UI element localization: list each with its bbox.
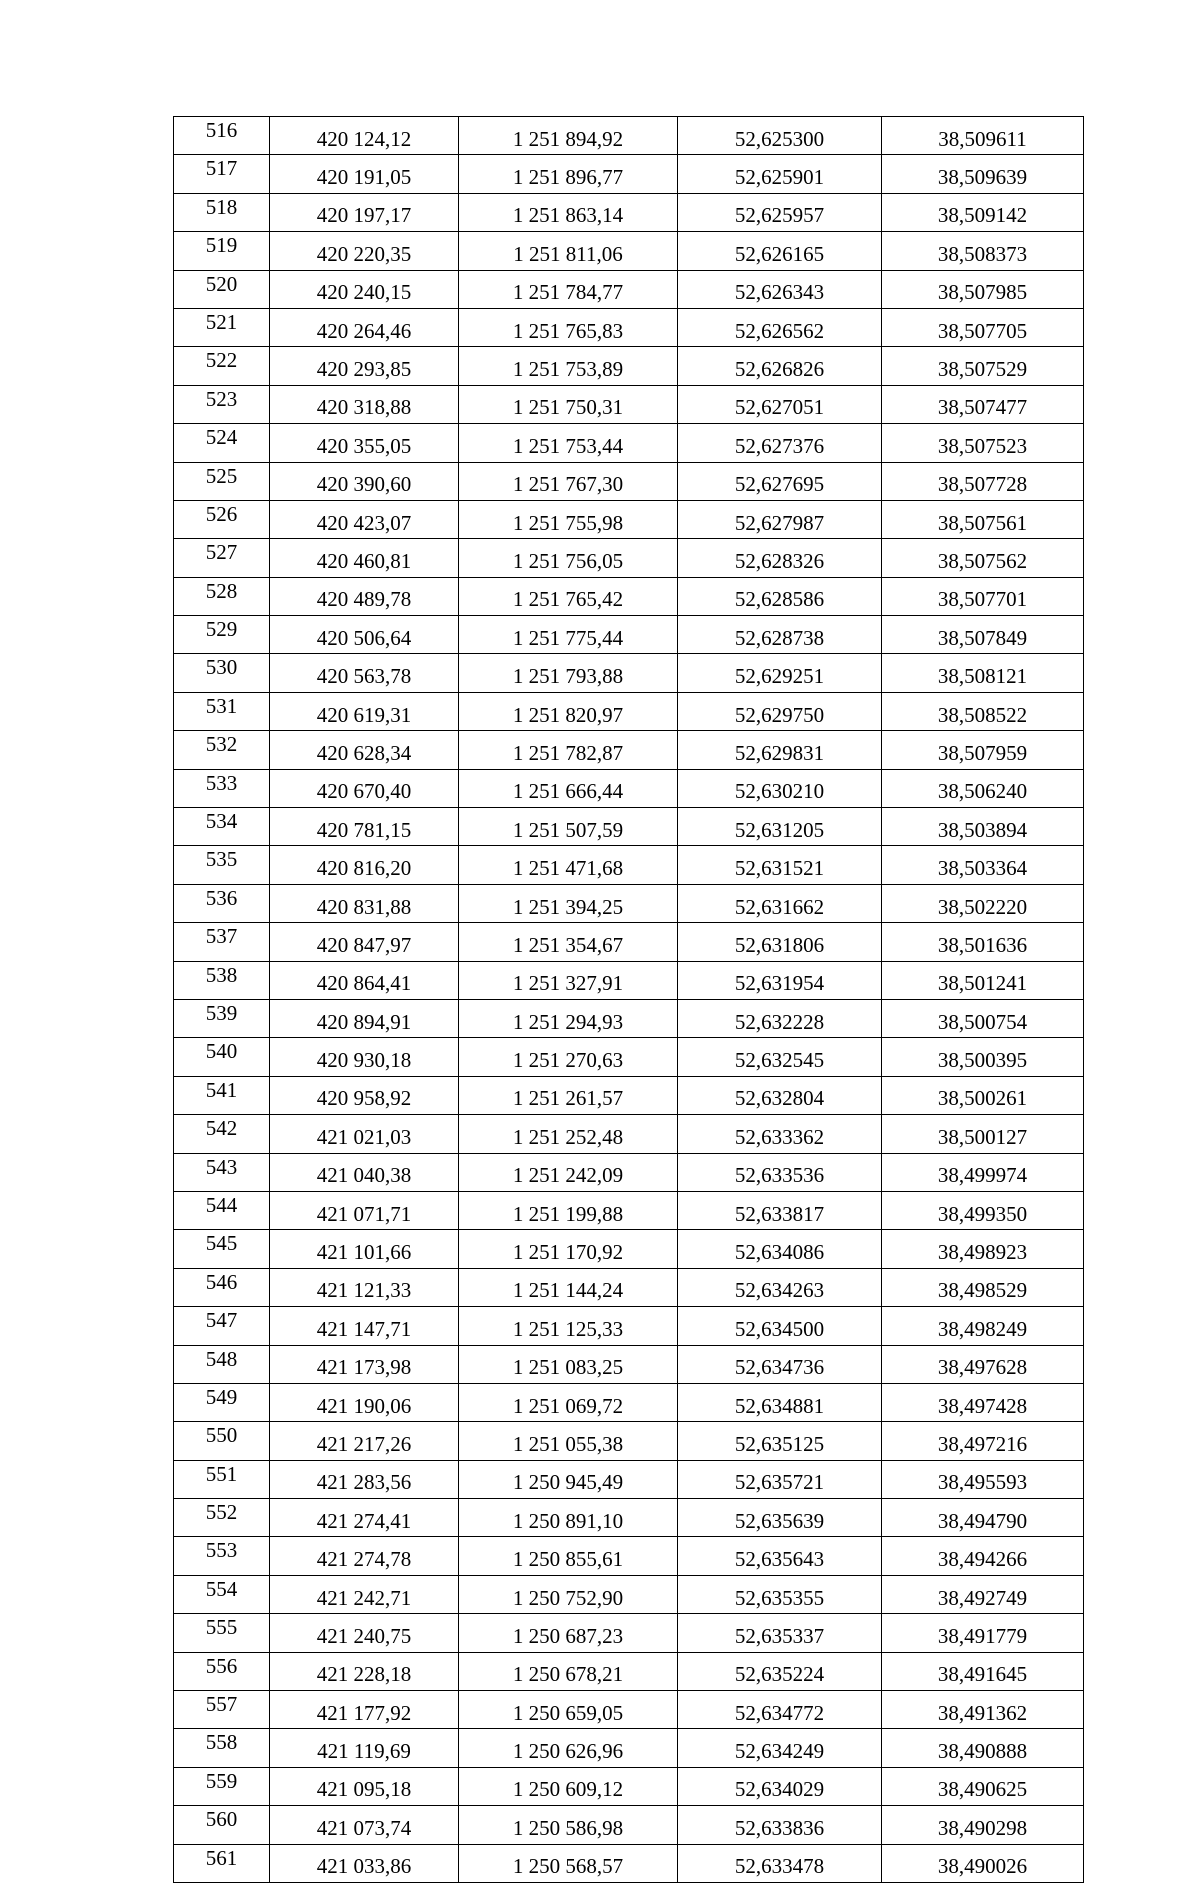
point-number-cell: 521 [174,308,270,346]
latitude-cell: 52,631662 [678,884,882,922]
x-coordinate-cell: 421 040,38 [270,1153,459,1191]
y-coordinate-cell: 1 251 252,48 [459,1115,678,1153]
x-coordinate-cell: 420 124,12 [270,117,459,155]
latitude-cell: 52,632545 [678,1038,882,1076]
x-coordinate-cell: 420 563,78 [270,654,459,692]
y-coordinate-cell: 1 251 394,25 [459,884,678,922]
x-coordinate-cell: 420 930,18 [270,1038,459,1076]
longitude-cell: 38,498529 [882,1268,1084,1306]
point-number-cell: 535 [174,846,270,884]
x-coordinate-cell: 421 121,33 [270,1268,459,1306]
latitude-cell: 52,626165 [678,232,882,270]
longitude-cell: 38,501636 [882,923,1084,961]
latitude-cell: 52,632228 [678,999,882,1037]
x-coordinate-cell: 421 274,41 [270,1499,459,1537]
point-number-cell: 557 [174,1691,270,1729]
longitude-cell: 38,499974 [882,1153,1084,1191]
y-coordinate-cell: 1 251 055,38 [459,1422,678,1460]
longitude-cell: 38,507561 [882,500,1084,538]
table-row [174,577,1084,615]
longitude-cell: 38,509142 [882,193,1084,231]
latitude-cell: 52,635125 [678,1422,882,1460]
x-coordinate-cell: 420 781,15 [270,808,459,846]
latitude-cell: 52,634736 [678,1345,882,1383]
x-coordinate-cell: 421 190,06 [270,1383,459,1421]
table-row [174,1691,1084,1729]
table-row [174,769,1084,807]
x-coordinate-cell: 420 318,88 [270,385,459,423]
x-coordinate-cell: 421 101,66 [270,1230,459,1268]
table-row [174,1383,1084,1421]
longitude-cell: 38,500754 [882,999,1084,1037]
longitude-cell: 38,500261 [882,1076,1084,1114]
point-number-cell: 534 [174,808,270,846]
table-row [174,1191,1084,1229]
table-row [174,616,1084,654]
coordinates-table-body [174,117,1084,1883]
x-coordinate-cell: 420 628,34 [270,731,459,769]
longitude-cell: 38,490026 [882,1844,1084,1882]
y-coordinate-cell: 1 251 765,83 [459,308,678,346]
table-row [174,500,1084,538]
x-coordinate-cell: 421 173,98 [270,1345,459,1383]
table-row [174,1575,1084,1613]
y-coordinate-cell: 1 251 354,67 [459,923,678,961]
point-number-cell: 560 [174,1806,270,1844]
point-number-cell: 536 [174,884,270,922]
table-row [174,117,1084,155]
latitude-cell: 52,627695 [678,462,882,500]
point-number-cell: 519 [174,232,270,270]
latitude-cell: 52,634881 [678,1383,882,1421]
table-row [174,347,1084,385]
y-coordinate-cell: 1 251 144,24 [459,1268,678,1306]
x-coordinate-cell: 421 095,18 [270,1767,459,1805]
point-number-cell: 526 [174,500,270,538]
y-coordinate-cell: 1 251 767,30 [459,462,678,500]
table-row [174,1076,1084,1114]
table-row [174,1230,1084,1268]
y-coordinate-cell: 1 250 626,96 [459,1729,678,1767]
table-row [174,808,1084,846]
longitude-cell: 38,491645 [882,1652,1084,1690]
y-coordinate-cell: 1 251 294,93 [459,999,678,1037]
longitude-cell: 38,498249 [882,1307,1084,1345]
x-coordinate-cell: 420 816,20 [270,846,459,884]
table-row [174,1307,1084,1345]
x-coordinate-cell: 421 217,26 [270,1422,459,1460]
latitude-cell: 52,630210 [678,769,882,807]
point-number-cell: 558 [174,1729,270,1767]
y-coordinate-cell: 1 250 609,12 [459,1767,678,1805]
x-coordinate-cell: 421 021,03 [270,1115,459,1153]
x-coordinate-cell: 420 191,05 [270,155,459,193]
point-number-cell: 529 [174,616,270,654]
y-coordinate-cell: 1 250 659,05 [459,1691,678,1729]
x-coordinate-cell: 420 864,41 [270,961,459,999]
table-row [174,884,1084,922]
longitude-cell: 38,497428 [882,1383,1084,1421]
longitude-cell: 38,494266 [882,1537,1084,1575]
y-coordinate-cell: 1 251 782,87 [459,731,678,769]
x-coordinate-cell: 420 619,31 [270,692,459,730]
longitude-cell: 38,490625 [882,1767,1084,1805]
table-row [174,846,1084,884]
x-coordinate-cell: 420 847,97 [270,923,459,961]
longitude-cell: 38,498923 [882,1230,1084,1268]
point-number-cell: 516 [174,117,270,155]
y-coordinate-cell: 1 250 891,10 [459,1499,678,1537]
y-coordinate-cell: 1 250 687,23 [459,1614,678,1652]
longitude-cell: 38,507849 [882,616,1084,654]
point-number-cell: 555 [174,1614,270,1652]
y-coordinate-cell: 1 251 471,68 [459,846,678,884]
x-coordinate-cell: 421 283,56 [270,1460,459,1498]
x-coordinate-cell: 420 489,78 [270,577,459,615]
point-number-cell: 544 [174,1191,270,1229]
table-row [174,1614,1084,1652]
latitude-cell: 52,634249 [678,1729,882,1767]
y-coordinate-cell: 1 251 894,92 [459,117,678,155]
point-number-cell: 545 [174,1230,270,1268]
longitude-cell: 38,491362 [882,1691,1084,1729]
table-row [174,1806,1084,1844]
y-coordinate-cell: 1 251 863,14 [459,193,678,231]
y-coordinate-cell: 1 251 756,05 [459,539,678,577]
y-coordinate-cell: 1 250 678,21 [459,1652,678,1690]
y-coordinate-cell: 1 251 753,44 [459,424,678,462]
point-number-cell: 531 [174,692,270,730]
longitude-cell: 38,502220 [882,884,1084,922]
y-coordinate-cell: 1 251 750,31 [459,385,678,423]
longitude-cell: 38,508121 [882,654,1084,692]
table-row [174,1460,1084,1498]
longitude-cell: 38,507705 [882,308,1084,346]
latitude-cell: 52,631205 [678,808,882,846]
table-row [174,462,1084,500]
longitude-cell: 38,507523 [882,424,1084,462]
table-row [174,1652,1084,1690]
longitude-cell: 38,509639 [882,155,1084,193]
y-coordinate-cell: 1 250 945,49 [459,1460,678,1498]
point-number-cell: 520 [174,270,270,308]
point-number-cell: 518 [174,193,270,231]
latitude-cell: 52,629831 [678,731,882,769]
latitude-cell: 52,628586 [678,577,882,615]
latitude-cell: 52,628738 [678,616,882,654]
table-row [174,155,1084,193]
table-row [174,308,1084,346]
y-coordinate-cell: 1 251 261,57 [459,1076,678,1114]
y-coordinate-cell: 1 251 793,88 [459,654,678,692]
longitude-cell: 38,503894 [882,808,1084,846]
x-coordinate-cell: 420 220,35 [270,232,459,270]
point-number-cell: 532 [174,731,270,769]
point-number-cell: 553 [174,1537,270,1575]
latitude-cell: 52,629750 [678,692,882,730]
latitude-cell: 52,631521 [678,846,882,884]
x-coordinate-cell: 420 264,46 [270,308,459,346]
x-coordinate-cell: 420 240,15 [270,270,459,308]
table-row [174,193,1084,231]
y-coordinate-cell: 1 251 755,98 [459,500,678,538]
latitude-cell: 52,626343 [678,270,882,308]
latitude-cell: 52,631954 [678,961,882,999]
x-coordinate-cell: 420 670,40 [270,769,459,807]
point-number-cell: 523 [174,385,270,423]
point-number-cell: 517 [174,155,270,193]
x-coordinate-cell: 420 958,92 [270,1076,459,1114]
table-row [174,1499,1084,1537]
y-coordinate-cell: 1 251 507,59 [459,808,678,846]
longitude-cell: 38,491779 [882,1614,1084,1652]
y-coordinate-cell: 1 251 896,77 [459,155,678,193]
point-number-cell: 552 [174,1499,270,1537]
longitude-cell: 38,503364 [882,846,1084,884]
table-row [174,1767,1084,1805]
point-number-cell: 525 [174,462,270,500]
latitude-cell: 52,627987 [678,500,882,538]
latitude-cell: 52,634772 [678,1691,882,1729]
longitude-cell: 38,497628 [882,1345,1084,1383]
table-row [174,1729,1084,1767]
y-coordinate-cell: 1 251 069,72 [459,1383,678,1421]
point-number-cell: 540 [174,1038,270,1076]
y-coordinate-cell: 1 251 270,63 [459,1038,678,1076]
table-row [174,1844,1084,1882]
latitude-cell: 52,634263 [678,1268,882,1306]
latitude-cell: 52,626562 [678,308,882,346]
y-coordinate-cell: 1 251 327,91 [459,961,678,999]
latitude-cell: 52,635355 [678,1575,882,1613]
y-coordinate-cell: 1 251 811,06 [459,232,678,270]
longitude-cell: 38,497216 [882,1422,1084,1460]
table-row [174,424,1084,462]
y-coordinate-cell: 1 251 125,33 [459,1307,678,1345]
latitude-cell: 52,634086 [678,1230,882,1268]
x-coordinate-cell: 420 506,64 [270,616,459,654]
point-number-cell: 551 [174,1460,270,1498]
x-coordinate-cell: 420 390,60 [270,462,459,500]
point-number-cell: 522 [174,347,270,385]
y-coordinate-cell: 1 251 170,92 [459,1230,678,1268]
point-number-cell: 528 [174,577,270,615]
y-coordinate-cell: 1 250 568,57 [459,1844,678,1882]
point-number-cell: 527 [174,539,270,577]
table-row [174,385,1084,423]
y-coordinate-cell: 1 251 765,42 [459,577,678,615]
longitude-cell: 38,492749 [882,1575,1084,1613]
longitude-cell: 38,508522 [882,692,1084,730]
point-number-cell: 539 [174,999,270,1037]
longitude-cell: 38,507562 [882,539,1084,577]
x-coordinate-cell: 420 355,05 [270,424,459,462]
x-coordinate-cell: 421 228,18 [270,1652,459,1690]
longitude-cell: 38,507701 [882,577,1084,615]
longitude-cell: 38,500395 [882,1038,1084,1076]
longitude-cell: 38,507959 [882,731,1084,769]
table-row [174,1422,1084,1460]
table-row [174,961,1084,999]
table-row [174,654,1084,692]
point-number-cell: 559 [174,1767,270,1805]
latitude-cell: 52,626826 [678,347,882,385]
x-coordinate-cell: 420 894,91 [270,999,459,1037]
x-coordinate-cell: 421 073,74 [270,1806,459,1844]
point-number-cell: 541 [174,1076,270,1114]
longitude-cell: 38,509611 [882,117,1084,155]
y-coordinate-cell: 1 250 855,61 [459,1537,678,1575]
point-number-cell: 538 [174,961,270,999]
latitude-cell: 52,633817 [678,1191,882,1229]
latitude-cell: 52,631806 [678,923,882,961]
table-row [174,999,1084,1037]
latitude-cell: 52,635337 [678,1614,882,1652]
longitude-cell: 38,507529 [882,347,1084,385]
table-row [174,232,1084,270]
latitude-cell: 52,629251 [678,654,882,692]
x-coordinate-cell: 420 293,85 [270,347,459,385]
longitude-cell: 38,490888 [882,1729,1084,1767]
x-coordinate-cell: 421 177,92 [270,1691,459,1729]
longitude-cell: 38,507985 [882,270,1084,308]
point-number-cell: 542 [174,1115,270,1153]
table-row [174,270,1084,308]
latitude-cell: 52,625957 [678,193,882,231]
latitude-cell: 52,633362 [678,1115,882,1153]
x-coordinate-cell: 420 831,88 [270,884,459,922]
longitude-cell: 38,495593 [882,1460,1084,1498]
y-coordinate-cell: 1 251 820,97 [459,692,678,730]
point-number-cell: 556 [174,1652,270,1690]
longitude-cell: 38,500127 [882,1115,1084,1153]
latitude-cell: 52,625300 [678,117,882,155]
longitude-cell: 38,490298 [882,1806,1084,1844]
point-number-cell: 554 [174,1575,270,1613]
longitude-cell: 38,507728 [882,462,1084,500]
x-coordinate-cell: 421 274,78 [270,1537,459,1575]
y-coordinate-cell: 1 251 083,25 [459,1345,678,1383]
latitude-cell: 52,633536 [678,1153,882,1191]
x-coordinate-cell: 421 033,86 [270,1844,459,1882]
longitude-cell: 38,499350 [882,1191,1084,1229]
latitude-cell: 52,635643 [678,1537,882,1575]
latitude-cell: 52,635721 [678,1460,882,1498]
x-coordinate-cell: 420 460,81 [270,539,459,577]
latitude-cell: 52,627051 [678,385,882,423]
y-coordinate-cell: 1 251 199,88 [459,1191,678,1229]
x-coordinate-cell: 421 119,69 [270,1729,459,1767]
y-coordinate-cell: 1 250 752,90 [459,1575,678,1613]
x-coordinate-cell: 421 147,71 [270,1307,459,1345]
point-number-cell: 543 [174,1153,270,1191]
longitude-cell: 38,508373 [882,232,1084,270]
table-row [174,1268,1084,1306]
table-row [174,1153,1084,1191]
y-coordinate-cell: 1 251 775,44 [459,616,678,654]
latitude-cell: 52,632804 [678,1076,882,1114]
point-number-cell: 533 [174,769,270,807]
point-number-cell: 547 [174,1307,270,1345]
y-coordinate-cell: 1 251 753,89 [459,347,678,385]
latitude-cell: 52,635224 [678,1652,882,1690]
longitude-cell: 38,506240 [882,769,1084,807]
latitude-cell: 52,625901 [678,155,882,193]
longitude-cell: 38,507477 [882,385,1084,423]
x-coordinate-cell: 421 240,75 [270,1614,459,1652]
point-number-cell: 561 [174,1844,270,1882]
point-number-cell: 524 [174,424,270,462]
y-coordinate-cell: 1 250 586,98 [459,1806,678,1844]
latitude-cell: 52,628326 [678,539,882,577]
point-number-cell: 549 [174,1383,270,1421]
table-row [174,539,1084,577]
point-number-cell: 548 [174,1345,270,1383]
table-row [174,692,1084,730]
table-row [174,923,1084,961]
table-row [174,1115,1084,1153]
coordinates-table [173,116,1084,1883]
latitude-cell: 52,633478 [678,1844,882,1882]
latitude-cell: 52,635639 [678,1499,882,1537]
x-coordinate-cell: 421 242,71 [270,1575,459,1613]
table-row [174,1038,1084,1076]
table-row [174,1345,1084,1383]
longitude-cell: 38,501241 [882,961,1084,999]
latitude-cell: 52,634029 [678,1767,882,1805]
y-coordinate-cell: 1 251 784,77 [459,270,678,308]
latitude-cell: 52,634500 [678,1307,882,1345]
point-number-cell: 530 [174,654,270,692]
point-number-cell: 546 [174,1268,270,1306]
x-coordinate-cell: 420 423,07 [270,500,459,538]
latitude-cell: 52,633836 [678,1806,882,1844]
x-coordinate-cell: 421 071,71 [270,1191,459,1229]
latitude-cell: 52,627376 [678,424,882,462]
y-coordinate-cell: 1 251 242,09 [459,1153,678,1191]
table-row [174,1537,1084,1575]
y-coordinate-cell: 1 251 666,44 [459,769,678,807]
table-row [174,731,1084,769]
point-number-cell: 550 [174,1422,270,1460]
x-coordinate-cell: 420 197,17 [270,193,459,231]
longitude-cell: 38,494790 [882,1499,1084,1537]
point-number-cell: 537 [174,923,270,961]
